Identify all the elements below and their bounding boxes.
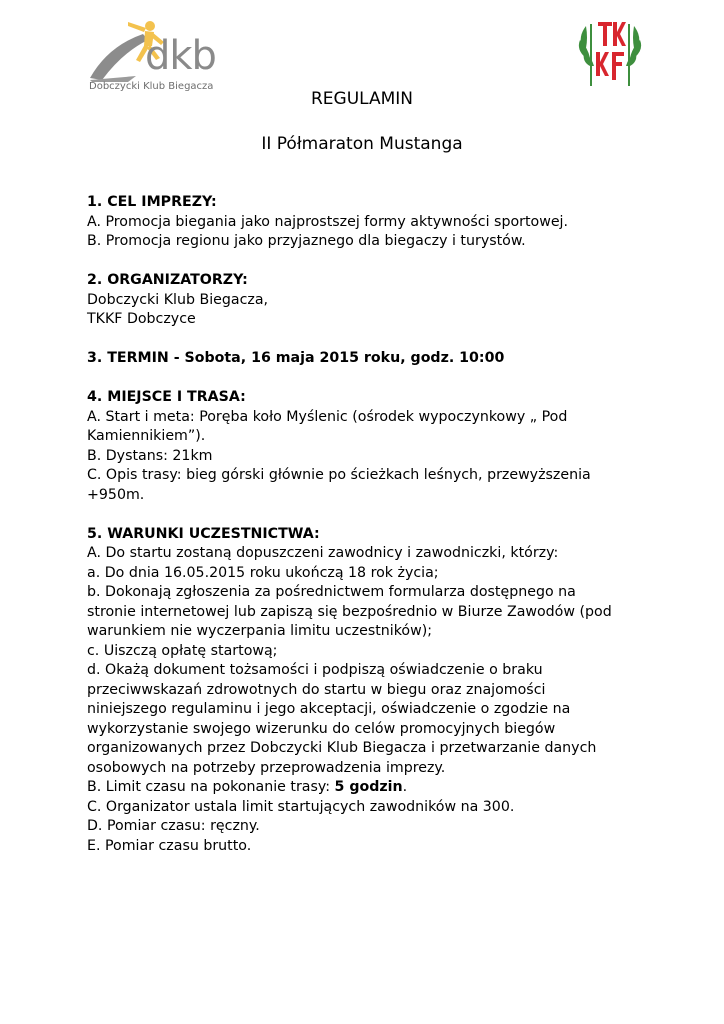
section-line: A. Promocja biegania jako najprostszej formy aktywności sportowej. <box>87 213 568 230</box>
section-line: B. Promocja regionu jako przyjaznego dla biegaczy i turystów. <box>87 233 526 249</box>
section-heading: 4. MIEJSCE I TRASA: <box>87 389 246 405</box>
section-line: A. Do startu zostaną dopuszczeni zawodnicy i zawodniczki, którzy: <box>87 545 559 561</box>
section-line: b. Dokonają zgłoszenia za pośrednictwem formularza dostępnego na <box>87 584 576 600</box>
section-line: A. Start i meta: Poręba koło Myślenic (ośrodek wypoczynkowy „ Pod <box>87 408 568 425</box>
dkb-logo-word: dkb <box>145 33 216 79</box>
section-line: D. Pomiar czasu: ręczny. <box>87 818 260 834</box>
section-line: +950m. <box>87 486 145 503</box>
dkb-logo-subtitle: Dobczycki Klub Biegacza <box>89 81 214 92</box>
dkb-logo <box>88 16 238 98</box>
section-date <box>87 349 647 369</box>
title-block <box>0 87 724 156</box>
section-heading: 3. TERMIN - Sobota, 16 maja 2015 roku, godz. 10:00 <box>87 350 505 366</box>
section-heading: 2. ORGANIZATORZY: <box>87 272 248 288</box>
time-limit-value: 5 godzin <box>334 779 403 795</box>
section-line: organizowanych przez Dobczycki Klub Biegacza i przetwarzanie danych <box>87 740 597 756</box>
section-heading: 5. WARUNKI UCZESTNICTWA: <box>87 525 320 542</box>
section-line: przeciwwskazań zdrowotnych do startu w biegu oraz znajomości <box>87 681 546 698</box>
section-line: TKKF Dobczyce <box>87 311 196 327</box>
section-place-route <box>87 388 647 505</box>
time-limit-suffix: . <box>402 779 408 795</box>
section-line: a. Do dnia 16.05.2015 roku ukończą 18 rok życia; <box>87 564 439 581</box>
section-conditions <box>87 525 647 857</box>
section-line: d. Okażą dokument tożsamości i podpiszą oświadczenie o braku <box>87 662 543 678</box>
section-goal <box>87 193 647 252</box>
section-line: Kamiennikiem”). <box>87 428 206 444</box>
section-line: C. Organizator ustala limit startujących zawodników na 300. <box>87 798 515 815</box>
section-line: wykorzystanie swojego wizerunku do celów promocyjnych biegów <box>87 720 556 737</box>
section-heading: 1. CEL IMPREZY: <box>87 194 217 210</box>
time-limit-prefix: B. Limit czasu na pokonanie trasy: <box>87 779 335 795</box>
time-limit-line <box>87 778 647 798</box>
section-line: osobowych na potrzeby przeprowadzenia imprezy. <box>87 759 446 776</box>
document-subtitle: II Półmaraton Mustanga <box>261 134 463 154</box>
section-line: E. Pomiar czasu brutto. <box>87 837 252 854</box>
document-title: REGULAMIN <box>310 89 414 109</box>
section-line: c. Uiszczą opłatę startową; <box>87 642 278 659</box>
section-line: C. Opis trasy: bieg górski głównie po ścieżkach leśnych, przewyższenia <box>87 467 591 483</box>
tkkf-logo-icon <box>576 14 644 90</box>
section-line: B. Dystans: 21km <box>87 447 213 464</box>
section-line: Dobczycki Klub Biegacza, <box>87 291 269 308</box>
section-line: warunkiem nie wyczerpania limitu uczestników); <box>87 623 433 639</box>
section-organizers <box>87 271 647 330</box>
section-line: stronie internetowej lub zapiszą się bezpośrednio w Biurze Zawodów (pod <box>87 603 612 620</box>
section-line: niniejszego regulaminu i jego akceptacji, oświadczenie o zgodzie na <box>87 701 571 717</box>
tkkf-logo <box>576 14 644 90</box>
document-body <box>87 193 647 876</box>
